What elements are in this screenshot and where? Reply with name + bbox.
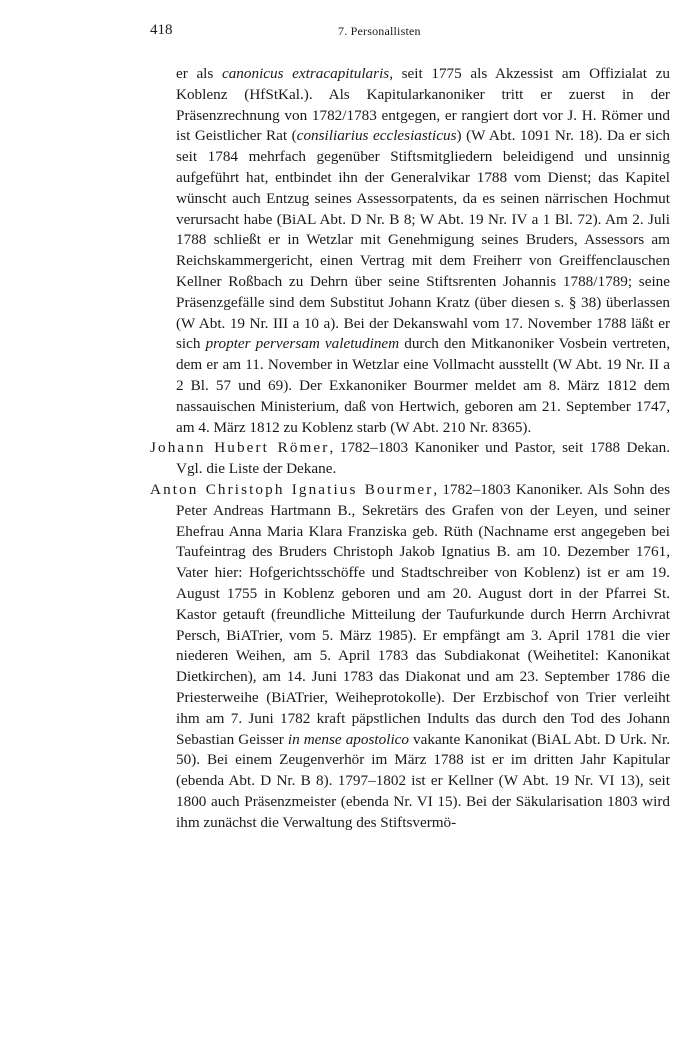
text-segment: durch den Mitkanoniker Vosbein vertreten, dem er am 11. November in Wetzlar eine Vollmacht ausstellt (W Abt. 19 Nr. II a 2 Bl. 57 und 69). Der Exkanoniker Bourmer meldet am 8. März 1812 dem nassauischen Ministerium, daß von Hertwich, geboren am 21. September 1747, am 4. März 1812 zu Koblenz starb (W Abt. 210 Nr. 8365). [176, 335, 671, 436]
latin-phrase: consiliarius ecclesiasticus [296, 127, 457, 145]
latin-phrase: propter perversam valetudinem [205, 335, 400, 353]
text-segment: seit 1775 als Akzessist am Offizialat zu Koblenz (HfStKal.). Als Kapitularkanoniker tritt er zuerst in der Präsenzrechnung von 1782/1783 entgegen, er rangiert dort vor J. H. Römer und ist Geistlicher Rat ( [176, 65, 670, 145]
page-header [150, 22, 570, 42]
text-segment: , 1782–1803 Kanoniker und Pastor, seit 1788 Dekan. Vgl. die Liste der Dekane. [176, 439, 670, 478]
text-segment: vakante Kanonikat (BiAL Abt. D Urk. Nr. 50). Bei einem Zeugenverhör im März 1788 ist er im dritten Jahr Kapitular (ebenda Abt. D Nr. B 8). 1797–1802 ist er Kellner (W Abt. 19 Nr. VI 13), seit 1800 auch Präsenzmeister (ebenda Nr. VI 15). Bei der Säkularisation 1803 wird ihm zunächst die Verwaltung des Stiftsvermö- [176, 730, 671, 831]
text-segment: , 1782–1803 Kanoniker. Als Sohn des Peter Andreas Hartmann B., Sekretärs des Grafen von der Leyen, und seiner Ehefrau Anna Maria Klara Franziska geb. Rüth (Nachname erst angegeben bei Taufeintrag des Bruders Christoph Jakob Ignatius B. am 10. Dezember 1761, Vater hier: Hofgerichtsschöffe und Stadtschreiber von Koblenz) ist er am 19. August 1755 in Koblenz geboren und am 20. August dort in der Pfarrei St. Kastor getauft (freundliche Mitteilung der Taufurkunde durch Herrn Archivrat Persch, BiATrier, vom 5. März 1985). Er empfängt am 3. April 1781 die vier niederen Weihen, am 5. April 1783 das Subdiakonat (Weihetitel: Kanonikat Dietkirchen), am 14. Juni 1783 das Diakonat und am 23. September 1786 die Priesterweihe (BiATrier, Weiheprotokolle). Der Erzbischof von Trier verleiht ihm am 7. Juni 1782 kraft päpstlichen Indults das durch den Tod des Johann Sebastian Geisser [176, 480, 671, 748]
latin-phrase: canonicus extracapitularis, [221, 65, 393, 82]
text-segment: ) (W Abt. 1091 Nr. 18). Da er sich seit 1784 mehrfach gegenüber Stiftsmitgliedern beleidigend und unsinnig aufgeführt hat, entbindet ihn der Generalvikar 1788 vom Dienst; das Kapitel wünscht auch Entzug seines Assessorpatents, da es seinen närrischen Hochmut verursacht habe (BiAL Abt. D Nr. B 8; W Abt. 19 Nr. IV a 1 Bl. 72). Am 2. Juli 1788 schließt er in Wetzlar mit Genehmigung seines Bruders, Assessors am Reichskammergericht, einen Vertrag mit dem Freiherr von Greiffenclauschen Kellner Roßbach zu Dehrn über seine Stiftsrenten Johannis 1788/1789; seine Präsenzgefälle sind dem Substitut Johann Kratz (über diesen s. § 38) überlassen (W Abt. 19 Nr. III a 10 a). Bei der Dekanswahl vom 17. November 1788 läßt er sich [176, 127, 670, 353]
entry-continuation [150, 64, 670, 438]
person-name: Anton Christoph Ignatius Bourmer [150, 480, 434, 498]
text-segment: er als [176, 65, 222, 82]
page-number: 418 [150, 22, 173, 38]
running-head: 7. Personallisten [338, 24, 421, 38]
person-name: Johann Hubert Römer [150, 439, 330, 457]
latin-phrase: in mense apostolico [287, 730, 409, 748]
page-body [150, 64, 670, 833]
entry-roemer [150, 438, 670, 480]
entry-bourmer [150, 480, 670, 834]
